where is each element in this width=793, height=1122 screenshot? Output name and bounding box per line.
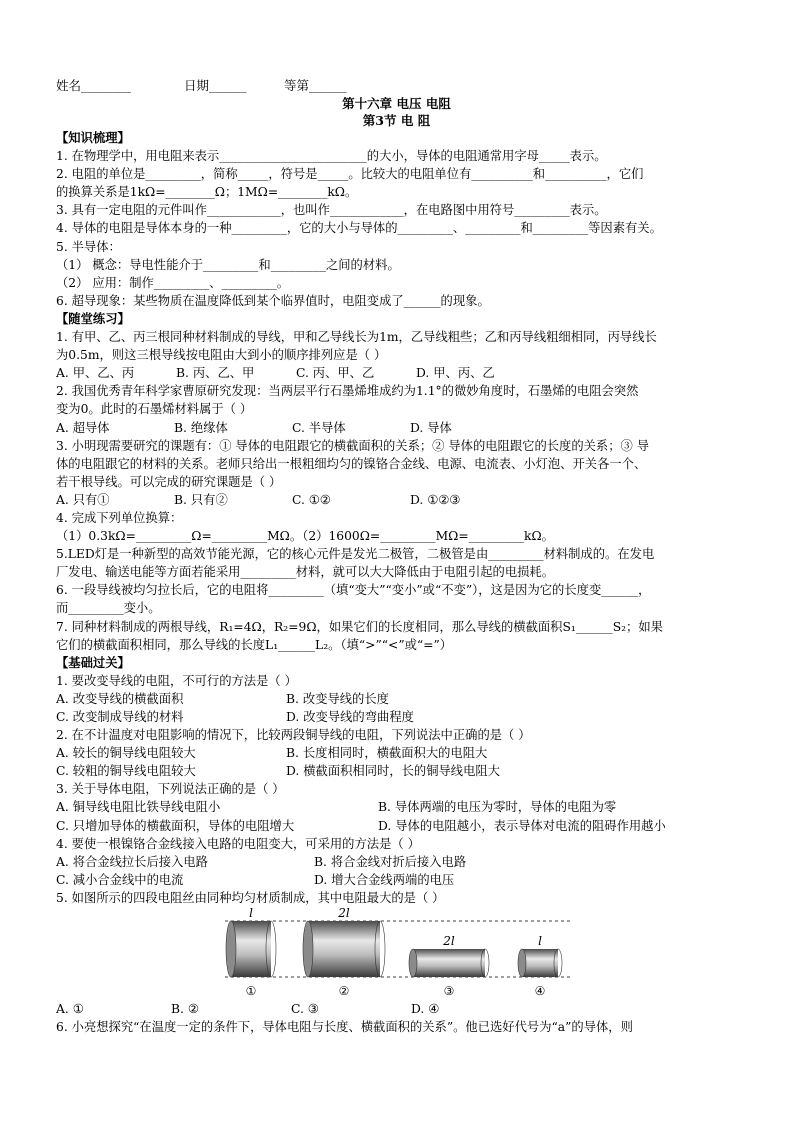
section-heading-basic: 【基础过关】 [56, 654, 130, 670]
wire-1 [226, 921, 276, 977]
wire-number-3: ③ [443, 984, 455, 998]
option-c[interactable]: C. 改变制成导线的材料 [56, 710, 184, 724]
question-text: 为0.5m，则这三根导线按电阻由大到小的顺序排列应是（ ） [56, 348, 387, 363]
question-text: 4. 完成下列单位换算： [56, 510, 183, 525]
option-row [56, 817, 746, 835]
wire-number-1: ① [245, 984, 257, 998]
option-row [56, 744, 746, 762]
option-c[interactable]: C. 只增加导体的横截面积，导体的电阻增大 [56, 818, 295, 833]
option-c[interactable]: C. 较粗的铜导线电阻较大 [56, 764, 196, 779]
resistor-wires-svg [225, 905, 575, 1000]
option-a[interactable]: A. 改变导线的横截面积 [56, 691, 184, 706]
knowledge-line: 1. 在物理学中，用电阻来表示________________________的大小，导体的电阻通常用字母_____表示。 [56, 149, 607, 164]
question-text: 6. 小亮想探究“在温度一定的条件下，导体电阻与长度、横截面积的关系”。他已选好代号为“a”的导体，则 [56, 1020, 633, 1035]
question-text: 而_________变小。 [56, 601, 161, 616]
question-text: 6. 一段导线被均匀拉长后，它的电阻将_________（填“变大”“变小”或“不变”），这是因为它的长度变______， [56, 583, 651, 598]
option-c[interactable]: C. 丙、甲、乙 [296, 366, 375, 381]
option-row [56, 491, 746, 509]
option-d[interactable]: D. 导体 [410, 420, 452, 435]
option-a[interactable]: A. 较长的铜导线电阻较大 [56, 746, 196, 761]
option-d[interactable]: D. 导体的电阻越小，表示导体对电流的阻碍作用越小 [378, 818, 666, 833]
option-row [56, 798, 746, 816]
option-a[interactable]: A. 超导体 [56, 420, 110, 435]
option-row [56, 708, 746, 726]
option-row [56, 419, 746, 437]
question-text: 2. 在不计温度对电阻影响的情况下，比较两段铜导线的电阻，下列说法中正确的是（ ） [56, 728, 531, 743]
worksheet-tail [56, 1000, 746, 1036]
option-a[interactable]: A. 只有① [56, 492, 110, 507]
question-text: 3. 关于导体电阻，下列说法正确的是（ ） [56, 782, 285, 797]
question-text: 5.LED灯是一种新型的高效节能光源，它的核心元件是发光二极管，二极管是由_________材料制成的。在发电 [56, 547, 655, 562]
resistor-wires-figure [225, 905, 575, 1000]
section-heading-knowledge: 【知识梳理】 [56, 130, 130, 145]
question-text: 它们的横截面积相同，那么导线的长度L₁______L₂。（填“>”“<”或“=”） [56, 637, 453, 652]
question-text: 3. 小明现需要研究的课题有：① 导体的电阻跟它的横截面积的关系；② 导体的电阻跟它的长度的关系；③ 导 [56, 438, 650, 453]
option-row [56, 853, 746, 871]
question-text: 若干根导线。可以完成的研究课题是（ ） [56, 474, 282, 489]
option-b[interactable]: B. ② [171, 1002, 199, 1016]
option-d[interactable]: D. 改变导线的弯曲程度 [286, 710, 414, 724]
label-length-1: l [249, 906, 253, 920]
wire-number-2: ② [338, 984, 350, 998]
label-length-3: 2l [443, 934, 455, 948]
option-d[interactable]: D. ④ [411, 1002, 440, 1016]
option-a[interactable]: A. 铜导线电阻比铁导线电阻小 [56, 800, 221, 815]
option-b[interactable]: B. 长度相同时，横截面积大的电阻大 [286, 746, 488, 761]
option-d[interactable]: D. 横截面积相同时，长的铜导线电阻大 [286, 764, 500, 779]
knowledge-line: 6. 超导现象：某些物质在温度降低到某个临界值时，电阻变成了______的现象。 [56, 293, 490, 308]
option-d[interactable]: D. 增大合金线两端的电压 [314, 872, 455, 887]
question-text: 变为0。此时的石墨烯材料属于（ ） [56, 402, 253, 417]
label-length-2: 2l [338, 906, 350, 920]
option-b[interactable]: B. 改变导线的长度 [286, 691, 389, 706]
knowledge-line: 3. 具有一定电阻的元件叫作____________，也叫作____________，在电路图中用符号_________表示。 [56, 203, 607, 218]
option-a[interactable]: A. 将合金线拉长后接入电路 [56, 854, 208, 869]
knowledge-line: 5. 半导体： [56, 239, 121, 254]
option-c[interactable]: C. ③ [291, 1002, 319, 1016]
date-field[interactable]: 日期______ [184, 78, 247, 93]
wire-number-4: ④ [534, 984, 546, 998]
question-text: 1. 要改变导线的电阻，不可行的方法是（ ） [56, 673, 297, 688]
option-a[interactable]: A. ① [56, 1002, 84, 1016]
option-c[interactable]: C. 半导体 [292, 420, 346, 435]
option-c[interactable]: C. ①② [292, 492, 331, 507]
knowledge-line: 4. 导体的电阻是导体本身的一种_________，它的大小与导体的_________、_________和_________等因素有关。 [56, 221, 662, 236]
option-row [56, 364, 746, 382]
option-b[interactable]: B. 绝缘体 [174, 420, 228, 435]
option-d[interactable]: D. 甲、丙、乙 [416, 366, 495, 381]
option-a[interactable]: A. 甲、乙、丙 [56, 366, 135, 381]
knowledge-line: 2. 电阻的单位是_________，简称_____，符号是_____。比较大的电阻单位有__________和__________，它们 [56, 167, 644, 182]
option-b[interactable]: B. 丙、乙、甲 [176, 366, 255, 381]
option-row [56, 1000, 746, 1018]
option-row [56, 690, 746, 708]
question-text: 体的电阻跟它的材料的关系。老师只给出一根粗细均匀的镍铬合金线、电源、电流表、小灯泡、开关各一个、 [56, 456, 647, 471]
question-text: 5. 如图所示的四段电阻丝由同种均匀材质制成，其中电阻最大的是（ ） [56, 890, 445, 905]
chapter-title: 第十六章 电压 电阻 [342, 96, 451, 111]
option-d[interactable]: D. ①②③ [410, 492, 461, 507]
question-text: 厂发电、输送电能等方面若能采用_________材料，就可以大大降低由于电阻引起的电损耗。 [56, 565, 555, 580]
section-heading-practice: 【随堂练习】 [56, 310, 130, 326]
name-field[interactable]: 姓名________ [56, 78, 132, 93]
question-text: （1）0.3kΩ=_________Ω=_________MΩ。（2）1600Ω=_________MΩ=_________kΩ。 [56, 529, 554, 544]
label-length-4: l [538, 934, 542, 948]
knowledge-line: 的换算关系是1kΩ=________Ω；1MΩ=________kΩ。 [56, 185, 358, 200]
option-row [56, 871, 746, 889]
option-c[interactable]: C. 减小合金线中的电流 [56, 872, 184, 887]
knowledge-line: （2） 应用：制作_________、_________。 [56, 275, 290, 290]
option-b[interactable]: B. 导体两端的电压为零时，导体的电阻为零 [378, 800, 617, 815]
grade-field[interactable]: 等第______ [284, 78, 347, 93]
knowledge-line: （1） 概念：导电性能介于_________和_________之间的材料。 [56, 257, 400, 272]
option-row [56, 762, 746, 780]
question-text: 2. 我国优秀青年科学家曹原研究发现：当两层平行石墨烯堆成约为1.1°的微妙角度时，石墨烯的电阻会突然 [56, 384, 639, 399]
option-b[interactable]: B. 只有② [174, 492, 228, 507]
option-b[interactable]: B. 将合金线对折后接入电路 [314, 854, 467, 869]
section-title: 第3节 电 阻 [362, 113, 431, 128]
wire-3 [409, 949, 489, 977]
question-text: 7. 同种材料制成的两根导线，R₁=4Ω，R₂=9Ω，如果它们的长度相同，那么导线的横截面积S₁______S₂；如果 [56, 619, 663, 634]
wire-2 [303, 921, 385, 977]
question-text: 1. 有甲、乙、丙三根同种材料制成的导线，甲和乙导线长为1m，乙导线粗些；乙和丙导线粗细相同，丙导线长 [56, 330, 657, 345]
worksheet-body [56, 129, 746, 907]
question-text: 4. 要使一根镍铬合金线接入电路的电阻变大，可采用的方法是（ ） [56, 836, 420, 851]
wire-4 [518, 949, 562, 977]
